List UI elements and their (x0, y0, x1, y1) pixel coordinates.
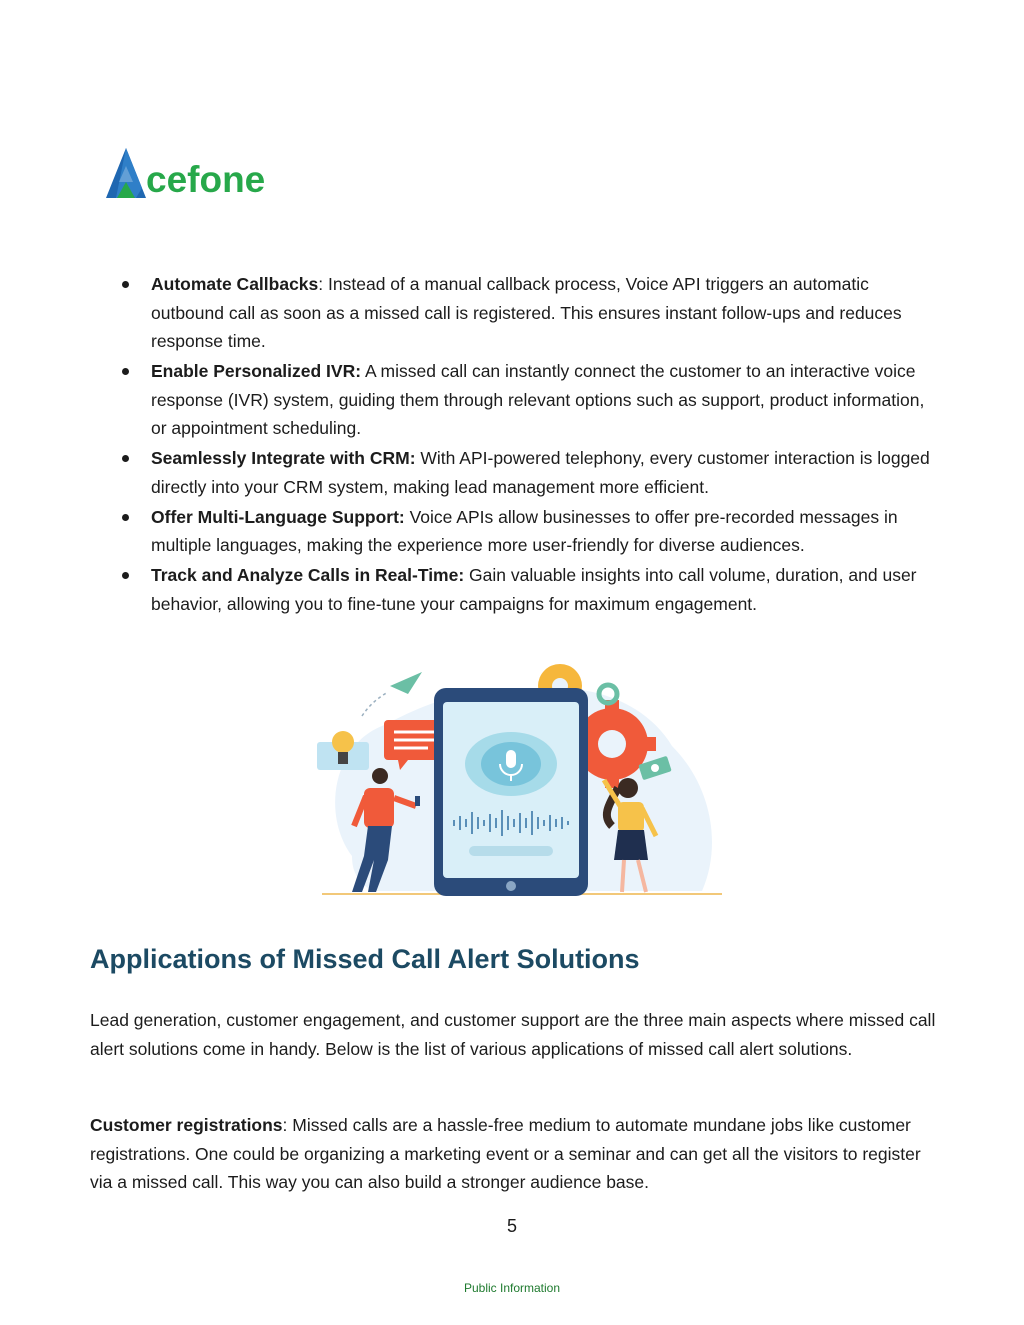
list-item: Enable Personalized IVR: A missed call can instantly connect the customer to an interactive voice response (IVR) system, guiding them through relevant options such as support, product information, or appointment scheduling. (110, 357, 940, 443)
section-heading: Applications of Missed Call Alert Solutions (90, 944, 640, 974)
page-number: 5 (506, 1216, 517, 1236)
paper-plane-icon (390, 672, 422, 694)
microphone-icon (506, 750, 516, 768)
feature-list (110, 270, 940, 620)
voice-api-illustration (312, 656, 724, 900)
intro-paragraph: Lead generation, customer engagement, and customer support are the three main aspects where missed call alert solutions come in handy. Below is the list of various applications of missed call alert solutions. (90, 1010, 936, 1059)
list-item: Seamlessly Integrate with CRM: With API-powered telephony, every customer interaction is logged directly into your CRM system, making lead management more efficient. (110, 444, 940, 501)
list-item: Offer Multi-Language Support: Voice APIs allow businesses to offer pre-recorded messages in multiple languages, making the experience more user-friendly for diverse audiences. (110, 503, 940, 560)
lightbulb-icon (332, 731, 354, 753)
footer-label: Public Information (463, 1281, 561, 1295)
acefone-logo (104, 144, 294, 204)
list-item: Track and Analyze Calls in Real-Time: Gain valuable insights into call volume, duration, and user behavior, allowing you to fine-tune your campaigns for maximum engagement. (110, 561, 940, 618)
logo-text: cefone (146, 159, 266, 200)
customer-registrations-paragraph: Customer registrations: Missed calls are a hassle-free medium to automate mundane jobs like customer registrations. One could be organizing a marketing event or a seminar and can get all the visitors to register via a missed call. This way you can also build a stronger audience base. (90, 1115, 921, 1192)
phone-icon (434, 688, 588, 896)
list-item: Automate Callbacks: Instead of a manual callback process, Voice API triggers an automatic outbound call as soon as a missed call is registered. This ensures instant follow-ups and reduces response time. (110, 270, 940, 356)
